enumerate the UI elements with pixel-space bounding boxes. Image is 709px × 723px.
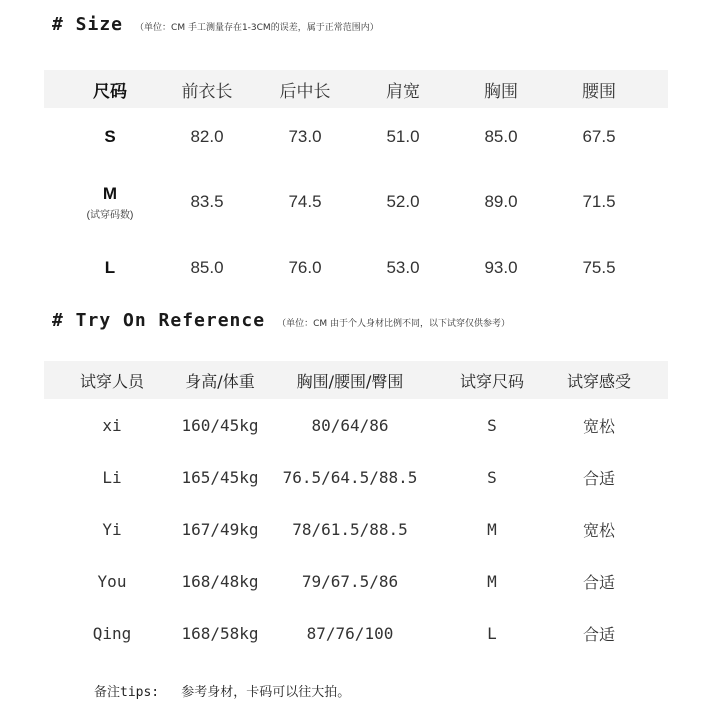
tryon-feeling: 合适: [582, 624, 615, 644]
tryon-row: [44, 451, 668, 503]
tryon-measurements: 78/61.5/88.5: [292, 519, 408, 539]
size-row-l: [44, 238, 668, 298]
size-header-cell: 胸围: [484, 81, 518, 101]
tryon-feeling: 合适: [582, 468, 615, 488]
size-unit-note: （单位：CM 手工测量存在1-3CM的误差，属于正常范围内）: [135, 23, 379, 33]
tryon-header-cell: 胸围/腰围/臀围: [296, 371, 404, 391]
size-value: 85.0: [484, 127, 518, 146]
size-value: 76.0: [288, 258, 322, 277]
tryon-header-cell: 身高/体重: [185, 371, 255, 391]
tryon-size: S: [487, 415, 497, 435]
size-header-cell: 肩宽: [386, 81, 420, 101]
tryon-height-weight: 160/45kg: [181, 415, 259, 435]
tryon-height-weight: 168/48kg: [181, 571, 259, 591]
tryon-measurements: 80/64/86: [311, 415, 389, 435]
tryon-feeling: 宽松: [582, 416, 615, 436]
size-value: 75.5: [582, 258, 616, 277]
size-value: 53.0: [386, 258, 420, 277]
size-value: 52.0: [386, 192, 420, 211]
tips-note: [94, 681, 350, 700]
tryon-measurements: 76.5/64.5/88.5: [282, 467, 418, 487]
size-header-cell: 前衣长: [181, 81, 233, 101]
tryon-row: [44, 503, 668, 555]
tryon-table-header: [44, 361, 668, 399]
tryon-height-weight: 167/49kg: [181, 519, 259, 539]
size-label-cell: [44, 184, 176, 221]
size-label: M: [102, 183, 118, 203]
tryon-measurements: 87/76/100: [306, 623, 394, 643]
size-value: 71.5: [582, 192, 616, 211]
size-row-m: [44, 166, 668, 238]
tryon-name: Yi: [102, 519, 122, 539]
size-value: 51.0: [386, 127, 420, 146]
tryon-header-cell: 试穿人员: [79, 371, 144, 391]
size-table-header: [44, 70, 668, 108]
tryon-size: M: [487, 519, 497, 539]
try-on-size-note: (试穿码数): [86, 209, 134, 221]
size-section-title: [52, 14, 379, 35]
tryon-row: [44, 555, 668, 607]
tryon-size: S: [487, 467, 497, 487]
tryon-name: xi: [102, 415, 122, 435]
tryon-name: You: [97, 571, 127, 591]
size-table: [44, 70, 668, 298]
size-heading: # Size: [52, 14, 124, 35]
tryon-unit-note: （单位：CM 由于个人身材比例不同，以下试穿仅供参考）: [277, 319, 510, 329]
size-value: 85.0: [190, 258, 224, 277]
tryon-table: [44, 361, 668, 659]
size-value: 74.5: [288, 192, 322, 211]
tryon-size: M: [487, 571, 497, 591]
size-value: 93.0: [484, 258, 518, 277]
size-header-cell: 尺码: [93, 81, 127, 101]
tryon-height-weight: 168/58kg: [181, 623, 259, 643]
size-value: 89.0: [484, 192, 518, 211]
size-label: S: [104, 127, 116, 146]
size-header-cell: 后中长: [279, 81, 331, 101]
size-value: 82.0: [190, 127, 224, 146]
tryon-section-title: [52, 310, 510, 331]
tryon-name: Qing: [92, 623, 132, 643]
tips-label: 备注tips:: [94, 685, 160, 700]
size-value: 83.5: [190, 192, 224, 211]
tryon-size: L: [487, 623, 497, 643]
tryon-row: [44, 607, 668, 659]
size-label: L: [104, 258, 116, 277]
size-value: 73.0: [288, 127, 322, 146]
tryon-name: Li: [102, 467, 122, 487]
size-value: 67.5: [582, 127, 616, 146]
size-header-cell: 腰围: [582, 81, 616, 101]
tryon-heading: # Try On Reference: [52, 310, 266, 331]
size-row-s: [44, 108, 668, 166]
tryon-feeling: 宽松: [582, 520, 615, 540]
tryon-header-cell: 试穿尺码: [459, 371, 524, 391]
tips-text: 参考身材，卡码可以往大拍。: [181, 685, 351, 700]
tryon-row: [44, 399, 668, 451]
tryon-measurements: 79/67.5/86: [301, 571, 399, 591]
tryon-header-cell: 试穿感受: [566, 371, 631, 391]
tryon-height-weight: 165/45kg: [181, 467, 259, 487]
tryon-feeling: 合适: [582, 572, 615, 592]
